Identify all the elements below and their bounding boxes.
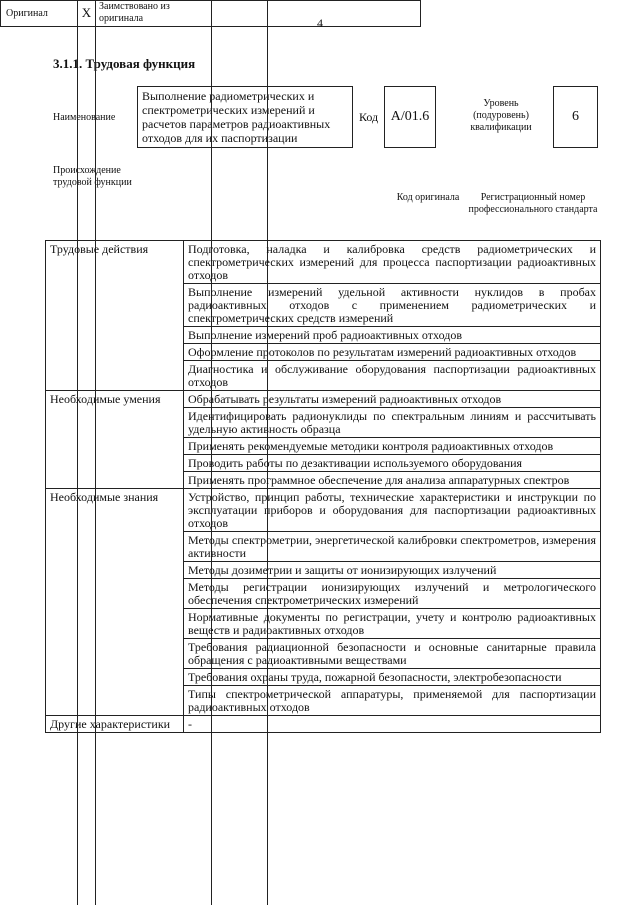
section-heading: Необходимые знания (46, 489, 184, 716)
table-row (46, 391, 601, 408)
table-row (46, 241, 601, 284)
section-item: Устройство, принцип работы, технические характеристики и инструкции по эксплуатации приборов и оборудования для паспортизации радиоактивных отходов (184, 489, 601, 532)
section-item: Методы спектрометрии, энергетической калибровки спектрометров, измерения активности (184, 532, 601, 562)
section-item: Подготовка, наладка и калибровка средств радиометрических и спектрометрических измерений для процесса паспортизации радиоактивных отходов (184, 241, 601, 284)
origin-row (0, 0, 421, 27)
section-item: Обрабатывать результаты измерений радиоактивных отходов (184, 391, 601, 408)
table-row (46, 716, 601, 733)
reg-number-caption: Регистрационный номер профессионального стандарта (468, 192, 598, 215)
section-title: 3.1.1. Трудовая функция (53, 56, 196, 71)
original-mark: Х (78, 0, 96, 905)
section-item: Нормативные документы по регистрации, учету и контролю радиоактивных веществ и радиоактивных отходов (184, 609, 601, 639)
section-heading: Трудовые действия (46, 241, 184, 391)
section-item: Требования радиационной безопасности и основные санитарные правила обращения с радиоактивными веществами (184, 639, 601, 669)
table-row (46, 489, 601, 532)
origin-label: Происхождение трудовой функции (53, 165, 132, 188)
section-heading: Другие характеристики (46, 716, 184, 733)
function-table (45, 240, 601, 733)
code-original-caption: Код оригинала (396, 192, 460, 203)
page-number: 4 (317, 16, 323, 30)
section-item: Выполнение измерений удельной активности нуклидов в пробах радиоактивных отходов с применением радиометрических и спектрометрических средств измерений (184, 284, 601, 327)
section-item: Диагностика и обслуживание оборудования паспортизации радиоактивных отходов (184, 361, 601, 391)
section-item: Оформление протоколов по результатам измерений радиоактивных отходов (184, 344, 601, 361)
code-label: Код (359, 110, 379, 124)
section-item: Применять программное обеспечение для анализа аппаратурных спектров (184, 472, 601, 489)
level-label: Уровень (подуровень) квалификации (470, 98, 532, 133)
section-heading: Необходимые умения (46, 391, 184, 489)
name-label: Наименование (53, 112, 116, 123)
section-item: Применять рекомендуемые методики контроля радиоактивных отходов (184, 438, 601, 455)
level-value: 6 (553, 86, 598, 148)
borrowed-label: Заимствовано из оригинала (96, 0, 212, 905)
section-item: Выполнение измерений проб радиоактивных отходов (184, 327, 601, 344)
section-item: - (184, 716, 601, 733)
section-item: Методы регистрации ионизирующих излучений и метрологического обеспечения спектрометрических измерений (184, 579, 601, 609)
section-item: Типы спектрометрической аппаратуры, применяемой для паспортизации радиоактивных отходов (184, 686, 601, 716)
section-item: Методы дозиметрии и защиты от ионизирующих излучений (184, 562, 601, 579)
original-label: Оригинал (0, 0, 78, 905)
section-item: Требования охраны труда, пожарной безопасности, электробезопасности (184, 669, 601, 686)
function-name: Выполнение радиометрических и спектрометрических измерений и расчетов параметров радиоактивных отходов для их паспортизации (137, 86, 353, 148)
code-value: А/01.6 (384, 86, 436, 148)
section-item: Идентифицировать радионуклиды по спектральным линиям и рассчитывать удельную активность образца (184, 408, 601, 438)
section-item: Проводить работы по дезактивации используемого оборудования (184, 455, 601, 472)
